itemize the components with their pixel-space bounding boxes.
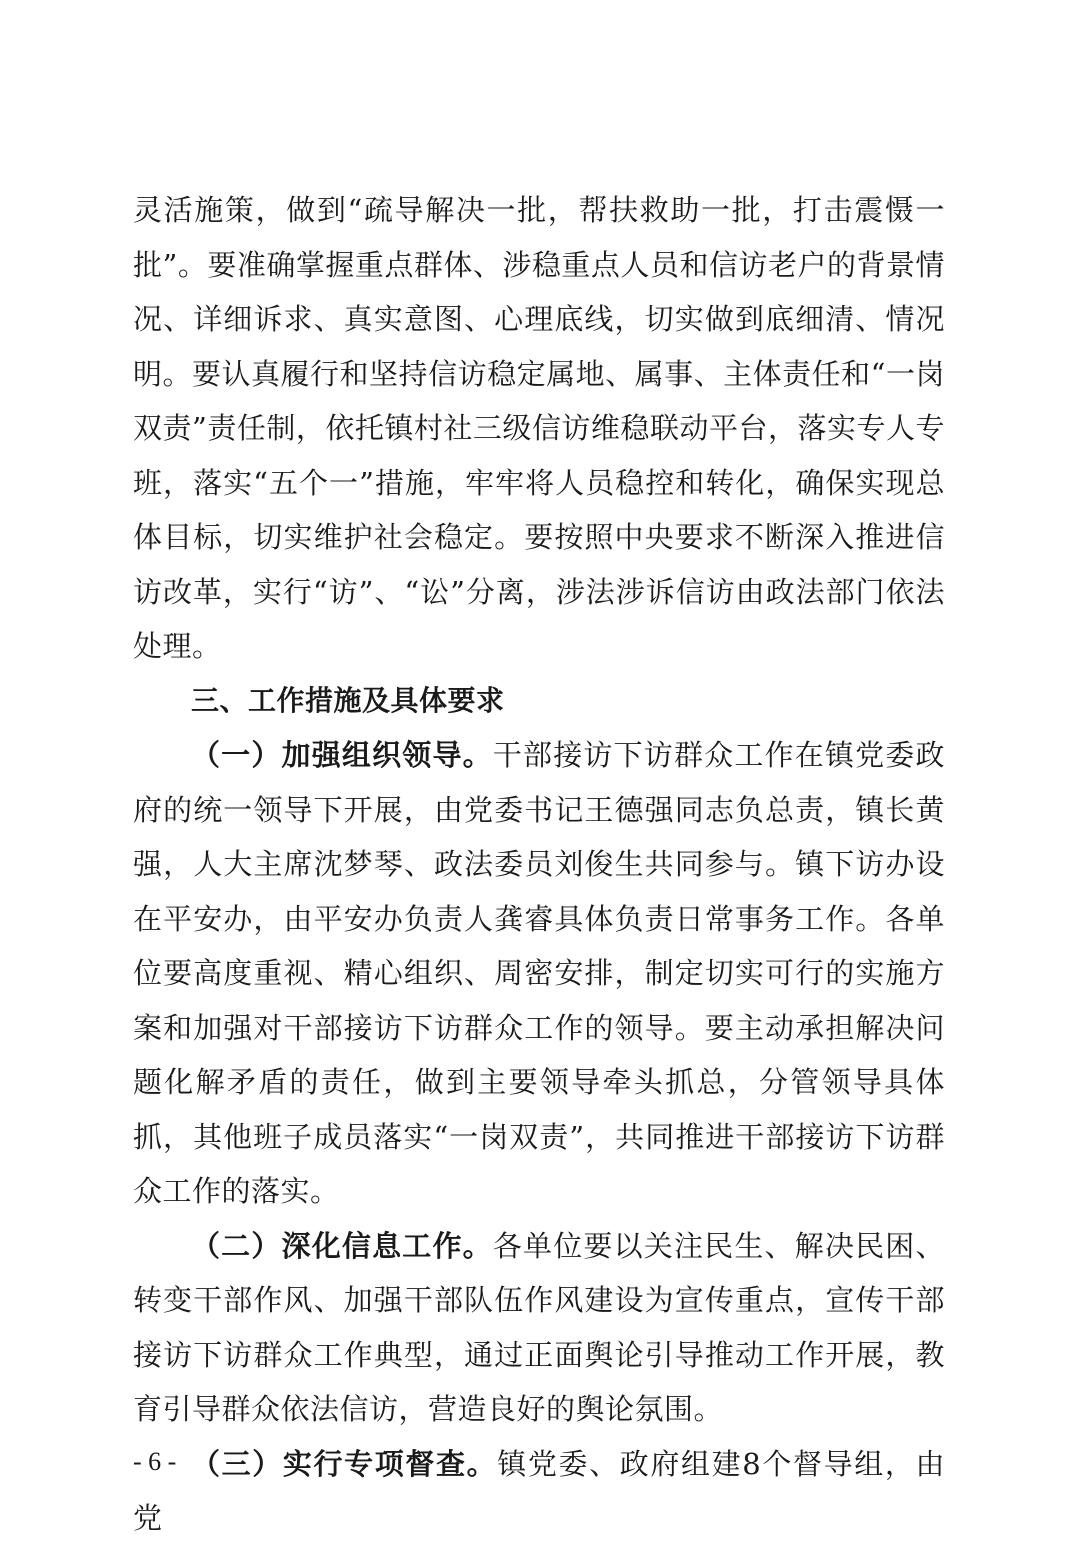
paragraph-text: 镇党委、政府组建8个督导组，由党	[133, 1446, 945, 1535]
item-lead: （二）深化信息工作。	[191, 1228, 493, 1263]
paragraph-continuation	[133, 183, 945, 674]
item-lead: （一）加强组织领导。	[191, 738, 493, 772]
paragraph-item-1	[133, 728, 945, 1219]
item-lead: （三）实行专项督查。	[191, 1446, 498, 1481]
page-number: - 6 -	[133, 1447, 177, 1476]
paragraph-text: 灵活施策，做到“疏导解决一批，帮扶救助一批，打击震慑一批”。要准确掌握重点群体、涉稳重点人员和信访老户的背景情况、详细诉求、真实意图、心理底线，切实做到底细清、情况明。要认真履行和坚持信访稳定属地、属事、主体责任和“一岗双责”责任制，依托镇村社三级信访维稳联动平台，落实专人专班，落实“五个一”措施，牢牢将人员稳控和转化，确保实现总体目标，切实维护社会稳定。要按照中央要求不断深入推进信访改革，实行“访”、“讼”分离，涉法涉诉信访由政法部门依法处理。	[133, 193, 945, 663]
document-body	[133, 183, 945, 1546]
paragraph-text: 干部接访下访群众工作在镇党委政府的统一领导下开展，由党委书记王德强同志负总责，镇长黄强，人大主席沈梦琴、政法委员刘俊生共同参与。镇下访办设在平安办，由平安办负责人龚睿具体负责日常事务工作。各单位要高度重视、精心组织、周密安排，制定切实可行的实施方案和加强对干部接访下访群众工作的领导。要主动承担解决问题化解矛盾的责任，做到主要领导牵头抓总，分管领导具体抓，其他班子成员落实“一岗双责”，共同推进干部接访下访群众工作的落实。	[133, 738, 945, 1208]
section-heading	[133, 674, 945, 729]
paragraph-text: 各单位要以关注民生、解决民困、转变干部作风、加强干部队伍作风建设为宣传重点，宣传干部接访下访群众工作典型，通过正面舆论引导推动工作开展，教育引导群众依法信访，营造良好的舆论氛围。	[133, 1228, 945, 1426]
paragraph-item-2	[133, 1219, 945, 1437]
section-heading-text: 三、工作措施及具体要求	[191, 683, 505, 717]
paragraph-item-3	[133, 1437, 945, 1546]
